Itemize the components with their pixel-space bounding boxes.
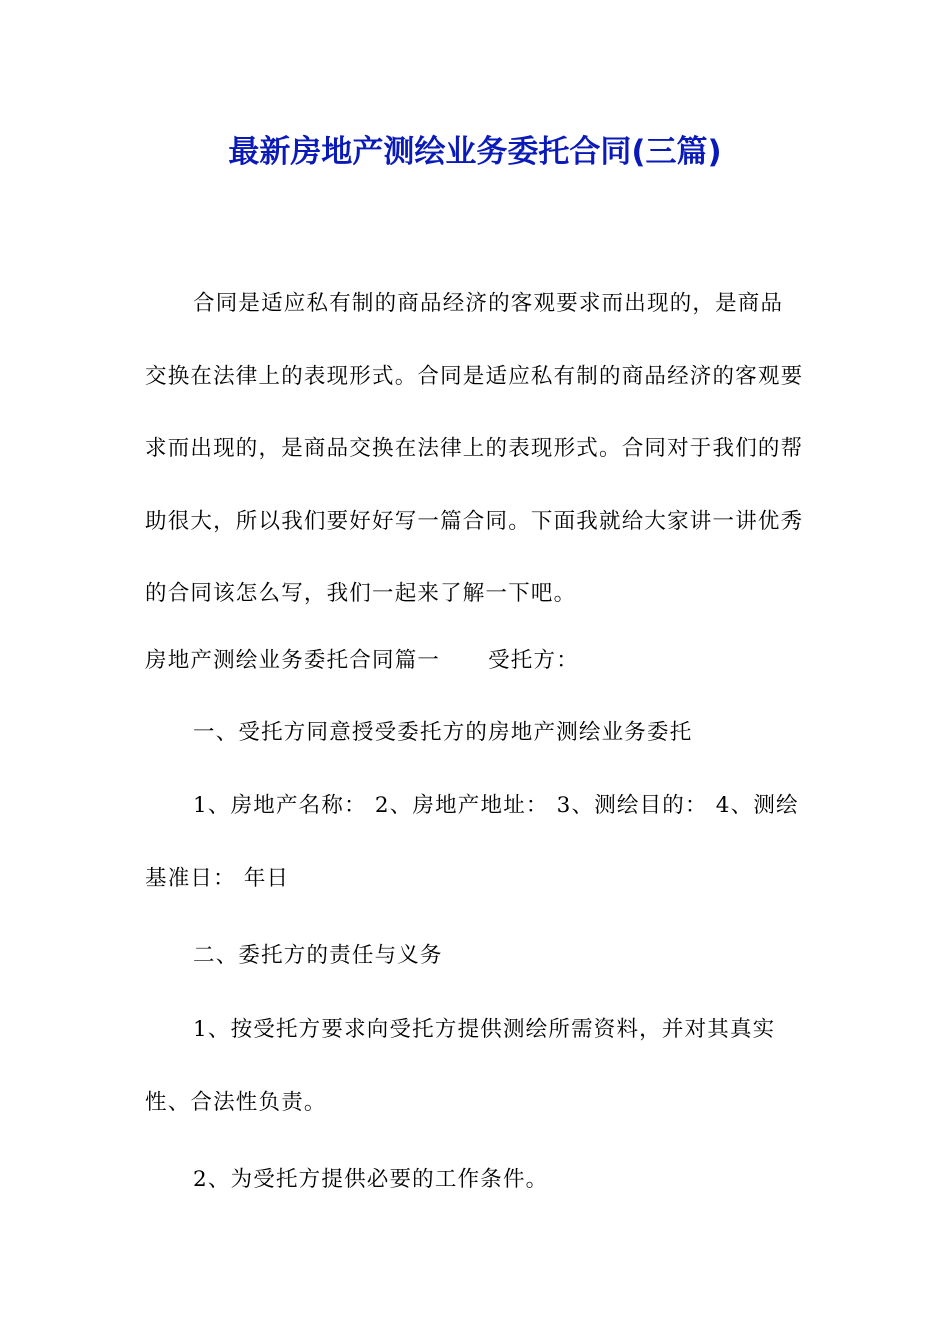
section-heading: [145, 643, 825, 679]
clause-2-item-2: 2、为受托方提供必要的工作条件。: [193, 1167, 549, 1192]
section-heading-title: 房地产测绘业务委托合同篇一: [145, 648, 441, 673]
section-heading-party: 受托方：: [488, 648, 579, 673]
intro-paragraph: 合同是适应私有制的商品经济的客观要求而出现的，是商品交换在法律上的表现形式。合同是适应私有制的商品经济的客观要求而出现的，是商品交换在法律上的表现形式。合同对于我们的帮助很大，所以我们要好好写一篇合同。下面我就给大家讲一讲优秀的合同该怎么写，我们一起来了解一下吧。: [145, 291, 804, 606]
clause-1: 一、受托方同意授受委托方的房地产测绘业务委托: [193, 720, 693, 745]
clause-2: 二、委托方的责任与义务: [193, 943, 443, 968]
clause-1-items: 1、房地产名称： 2、房地产地址： 3、测绘目的： 4、测绘基准日： 年日: [145, 793, 799, 891]
document-title: 最新房地产测绘业务委托合同(三篇): [228, 134, 722, 170]
clause-2-item-1: 1、按受托方要求向受托方提供测绘所需资料，并对其真实性、合法性负责。: [145, 1017, 776, 1115]
